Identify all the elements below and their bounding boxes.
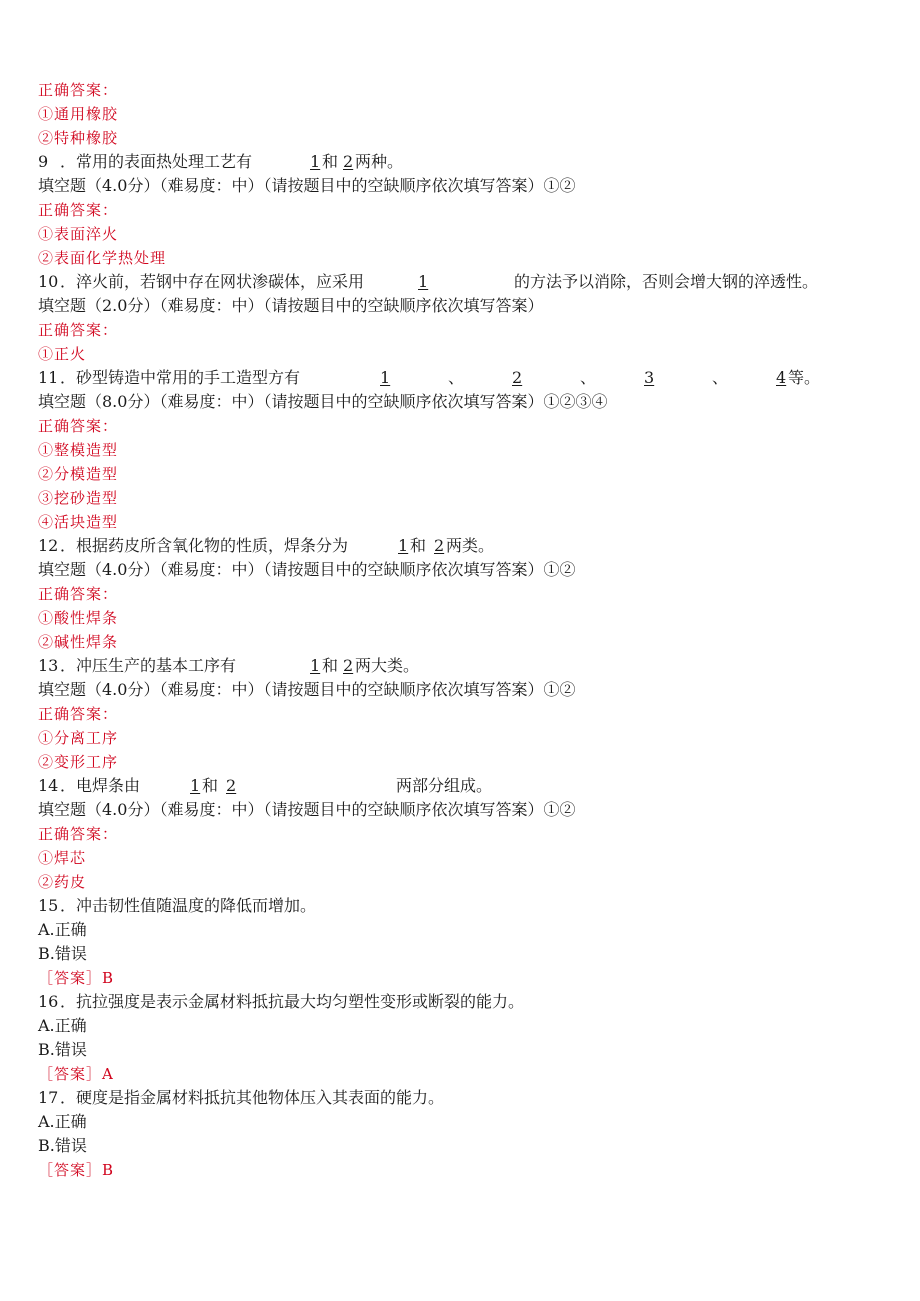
q15-option-a: A.正确 [38,920,87,939]
q12-blank-1: 1 [398,536,409,555]
q11-blank-4: 4 [776,368,787,387]
q14-stem [38,774,898,798]
q15-stem-text: ．冲击韧性值随温度的降低而增加。 [60,896,317,915]
q17-stem-text: ．硬度是指金属材料抵抗其他物体压入其表面的能力。 [60,1088,445,1107]
q15-option-b: B.错误 [38,944,87,963]
q10-answer-heading: 正确答案： [38,321,119,339]
q8-answer-2: ②特种橡胶 [38,129,119,147]
q14-number: 14 [38,776,59,795]
q11-stem-text: ．砂型铸造中常用的手工造型方有 [60,368,301,387]
q9-and: 和 [322,152,339,171]
q9-blank-2: 2 [343,152,354,171]
q14-blank-1: 1 [190,776,201,795]
q10-number: 10 [38,272,59,291]
q13-number: 13 [38,656,59,675]
q10-stem [38,270,898,294]
q16-answer: ［答案］A [38,1065,114,1083]
q13-answer-1: ①分离工序 [38,729,119,747]
q13-and: 和 [322,656,339,675]
q13-meta: 填空题（4.0分）（难易度：中）（请按题目中的空缺顺序依次填写答案）①② [38,680,576,699]
q11-answer-4: ④活块造型 [38,513,119,531]
q16-stem [38,990,898,1014]
q9-stem-tail: 两种。 [355,152,404,171]
q14-answer-1: ①焊芯 [38,849,87,867]
q9-number: 9 [38,152,49,171]
q8-answer-1: ①通用橡胶 [38,105,119,123]
q11-meta: 填空题（8.0分）（难易度：中）（请按题目中的空缺顺序依次填写答案）①②③④ [38,392,608,411]
q11-sep-2: 、 [580,368,597,387]
q11-number: 11 [38,368,59,387]
q12-number: 12 [38,536,59,555]
q11-answer-1: ①整模造型 [38,441,119,459]
q13-stem-tail: 两大类。 [355,656,420,675]
q15-number: 15 [38,896,59,915]
q14-blank-2: 2 [226,776,237,795]
q9-answer-1: ①表面淬火 [38,225,119,243]
q16-number: 16 [38,992,59,1011]
q10-blank-1: 1 [418,272,429,291]
q11-answer-2: ②分模造型 [38,465,119,483]
q9-meta: 填空题（4.0分）（难易度：中）（请按题目中的空缺顺序依次填写答案）①② [38,176,576,195]
q9-stem-text: ．常用的表面热处理工艺有 [60,152,253,171]
q13-answer-2: ②变形工序 [38,753,119,771]
q15-answer: ［答案］B [38,969,115,987]
q9-stem [38,150,898,174]
q17-option-a: A.正确 [38,1112,87,1131]
q10-answer-1: ①正火 [38,345,87,363]
q11-sep-3: 、 [712,368,729,387]
q13-stem-text: ．冲压生产的基本工序有 [60,656,237,675]
q11-blank-3: 3 [644,368,655,387]
q17-option-b: B.错误 [38,1136,87,1155]
q17-answer: ［答案］B [38,1161,115,1179]
q11-stem-tail: 等。 [788,368,821,387]
q14-meta: 填空题（4.0分）（难易度：中）（请按题目中的空缺顺序依次填写答案）①② [38,800,576,819]
q17-number: 17 [38,1088,59,1107]
q11-sep-1: 、 [448,368,465,387]
q12-answer-heading: 正确答案： [38,585,119,603]
q13-stem [38,654,898,678]
q14-stem-text: ．电焊条由 [60,776,141,795]
q14-stem-tail: 两部分组成。 [396,776,493,795]
q9-answer-heading: 正确答案： [38,201,119,219]
q12-blank-2: 2 [434,536,445,555]
q8-answer-heading: 正确答案： [38,81,119,99]
q13-blank-2: 2 [343,656,354,675]
q12-answer-2: ②碱性焊条 [38,633,119,651]
q12-stem-tail: 两类。 [446,536,495,555]
q14-answer-2: ②药皮 [38,873,87,891]
q12-answer-1: ①酸性焊条 [38,609,119,627]
q14-and: 和 [202,776,219,795]
q15-stem [38,894,898,918]
q9-blank-1: 1 [310,152,321,171]
q11-blank-2: 2 [512,368,523,387]
q13-blank-1: 1 [310,656,321,675]
q11-answer-3: ③挖砂造型 [38,489,119,507]
q10-meta: 填空题（2.0分）（难易度：中）（请按题目中的空缺顺序依次填写答案） [38,296,544,315]
q16-option-a: A.正确 [38,1016,87,1035]
q10-stem-tail: 的方法予以消除，否则会增大钢的淬透性。 [514,272,819,291]
q11-blank-1: 1 [380,368,391,387]
q11-answer-heading: 正确答案： [38,417,119,435]
q11-stem [38,366,898,390]
q12-stem-text: ．根据药皮所含氧化物的性质，焊条分为 [60,536,349,555]
q16-stem-text: ．抗拉强度是表示金属材料抵抗最大均匀塑性变形或断裂的能力。 [60,992,525,1011]
q12-stem [38,534,898,558]
q17-stem [38,1086,898,1110]
q10-stem-text: ．淬火前，若钢中存在网状渗碳体，应采用 [60,272,365,291]
q12-meta: 填空题（4.0分）（难易度：中）（请按题目中的空缺顺序依次填写答案）①② [38,560,576,579]
q16-option-b: B.错误 [38,1040,87,1059]
q12-and: 和 [410,536,427,555]
q9-answer-2: ②表面化学热处理 [38,249,167,267]
q13-answer-heading: 正确答案： [38,705,119,723]
q14-answer-heading: 正确答案： [38,825,119,843]
